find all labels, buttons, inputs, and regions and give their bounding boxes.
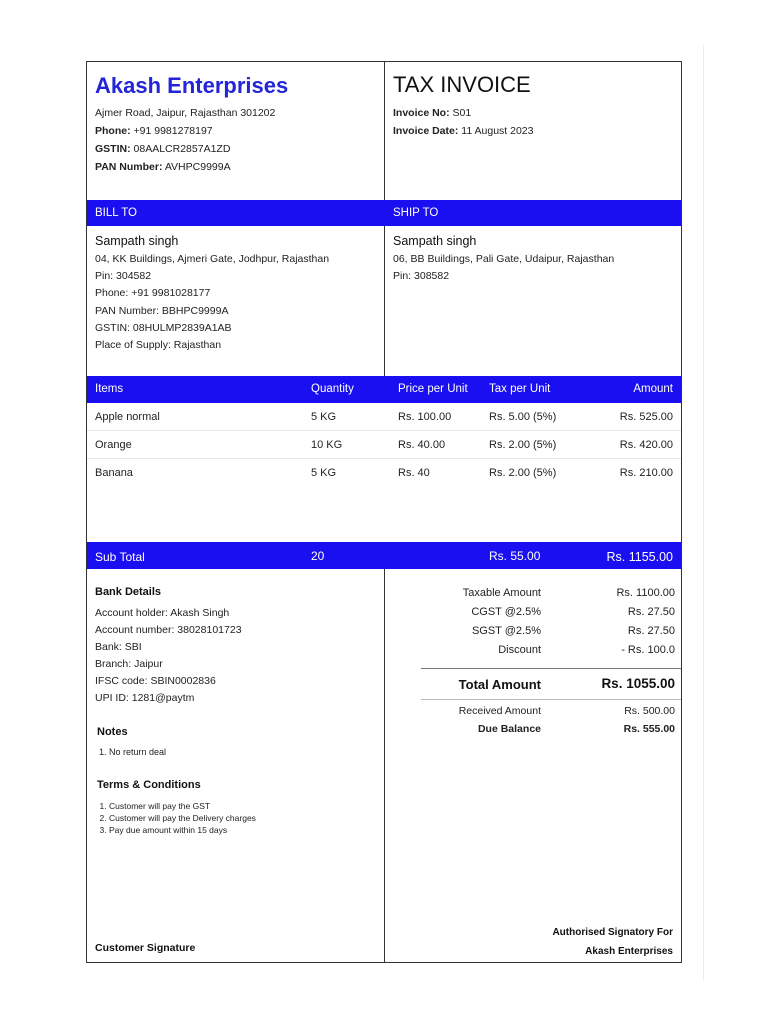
item-tax: Rs. 5.00 (5%): [489, 411, 557, 423]
item-amount: Rs. 420.00: [619, 439, 673, 451]
col-amount: Amount: [633, 383, 673, 395]
bank-ifsc: IFSC code: SBIN0002836: [95, 675, 216, 687]
bill-to-name: Sampath singh: [95, 234, 179, 248]
bank-details: [95, 605, 380, 707]
col-quantity: Quantity: [311, 383, 354, 395]
ship-to-address: 06, BB Buildings, Pali Gate, Udaipur, Rajasthan: [393, 253, 615, 265]
term-item: 3. Pay due amount within 15 days: [109, 824, 256, 836]
bill-to-phone: Phone: +91 9981028177: [95, 287, 211, 300]
invoice-title: TAX INVOICE: [393, 72, 531, 97]
col-tax-per-unit: Tax per Unit: [489, 383, 551, 395]
invoice-number: Invoice No: S01: [393, 107, 472, 119]
discount-value: - Rs. 100.0: [621, 644, 675, 656]
customer-signature: Customer Signature: [95, 942, 196, 954]
taxable-amount-value: Rs. 1100.00: [616, 587, 675, 599]
bank-account-holder: Account holder: Akash Singh: [95, 607, 230, 619]
item-amount: Rs. 210.00: [619, 467, 673, 479]
terms-list: [97, 800, 256, 836]
item-amount: Rs. 525.00: [619, 411, 673, 423]
invoice-meta: [393, 104, 673, 140]
authorised-signatory: [552, 923, 673, 961]
bank-details-heading: Bank Details: [95, 586, 162, 598]
seller-phone: Phone: +91 9981278197: [95, 125, 213, 137]
seller-gstin: GSTIN: 08AALCR2857A1ZD: [95, 143, 231, 155]
item-name: Banana: [95, 467, 133, 479]
term-item: 2. Customer will pay the Delivery charges: [109, 812, 256, 824]
table-row: [87, 431, 681, 459]
item-price: Rs. 100.00: [398, 411, 452, 423]
ship-to-name: Sampath singh: [393, 234, 477, 248]
bill-to-pan: PAN Number: BBHPC9999A: [95, 304, 229, 317]
page-edge: [703, 45, 704, 980]
invoice-date: Invoice Date: 11 August 2023: [393, 125, 534, 137]
item-price: Rs. 40.00: [398, 439, 446, 451]
cgst-value: Rs. 27.50: [627, 606, 675, 618]
bank-account-number: Account number: 38028101723: [95, 624, 242, 636]
items-header-bar: [87, 376, 681, 403]
table-row: [87, 459, 681, 487]
bill-to-heading: BILL TO: [95, 207, 137, 219]
total-amount-label: Total Amount: [458, 677, 541, 692]
address-header-bar: [87, 200, 681, 226]
received-amount-value: Rs. 500.00: [624, 705, 675, 717]
authorised-signatory-line1: Authorised Signatory For: [552, 927, 673, 938]
notes-list: [97, 747, 166, 757]
subtotal-label: Sub Total: [95, 550, 145, 564]
seller-address: Ajmer Road, Jaipur, Rajasthan 301202: [95, 107, 276, 119]
bank-upi: UPI ID: 1281@paytm: [95, 692, 195, 704]
bank-name: Bank: SBI: [95, 641, 142, 653]
authorised-signatory-line2: Akash Enterprises: [585, 946, 673, 957]
sgst-label: SGST @2.5%: [471, 625, 541, 637]
bill-to-pin: Pin: 304582: [95, 270, 152, 283]
bill-to-address: 04, KK Buildings, Ajmeri Gate, Jodhpur, Rajasthan: [95, 253, 330, 265]
seller-name: Akash Enterprises: [95, 73, 289, 98]
ship-to-pin: Pin: 308582: [393, 270, 450, 283]
bill-to-place-of-supply: Place of Supply: Rajasthan: [95, 339, 222, 352]
item-price: Rs. 40: [398, 467, 430, 479]
received-amount-label: Received Amount: [458, 705, 541, 717]
total-divider-bottom: [421, 699, 681, 700]
invoice-document: [86, 61, 682, 963]
item-name: Orange: [95, 439, 132, 451]
term-item: 1. Customer will pay the GST: [109, 800, 256, 812]
ship-to-details: [393, 251, 678, 285]
item-quantity: 10 KG: [311, 439, 343, 451]
total-divider-top: [421, 668, 681, 669]
seller-pan: PAN Number: AVHPC9999A: [95, 161, 231, 173]
note-item: 1. No return deal: [109, 747, 166, 757]
total-amount-value: Rs. 1055.00: [601, 676, 675, 691]
taxable-amount-label: Taxable Amount: [462, 587, 541, 599]
bank-branch: Branch: Jaipur: [95, 658, 163, 670]
notes-heading: Notes: [97, 726, 128, 738]
terms-heading: Terms & Conditions: [97, 779, 201, 791]
col-price-per-unit: Price per Unit: [398, 383, 468, 395]
due-balance-value: Rs. 555.00: [623, 723, 675, 735]
item-quantity: 5 KG: [311, 411, 337, 423]
item-quantity: 5 KG: [311, 467, 337, 479]
subtotal-tax: Rs. 55.00: [489, 549, 541, 563]
subtotal-bar: [87, 542, 681, 569]
table-row: [87, 403, 681, 431]
item-tax: Rs. 2.00 (5%): [489, 467, 557, 479]
item-tax: Rs. 2.00 (5%): [489, 439, 557, 451]
item-name: Apple normal: [95, 411, 160, 423]
subtotal-amount: Rs. 1155.00: [606, 550, 673, 564]
sgst-value: Rs. 27.50: [627, 625, 675, 637]
subtotal-quantity: 20: [311, 549, 325, 563]
cgst-label: CGST @2.5%: [471, 606, 541, 618]
ship-to-heading: SHIP TO: [393, 207, 439, 219]
due-balance-label: Due Balance: [477, 723, 541, 735]
seller-details: [95, 104, 385, 176]
bill-to-details: [95, 251, 380, 354]
col-items: Items: [95, 383, 124, 395]
bill-to-gstin: GSTIN: 08HULMP2839A1AB: [95, 321, 232, 334]
discount-label: Discount: [498, 644, 541, 656]
